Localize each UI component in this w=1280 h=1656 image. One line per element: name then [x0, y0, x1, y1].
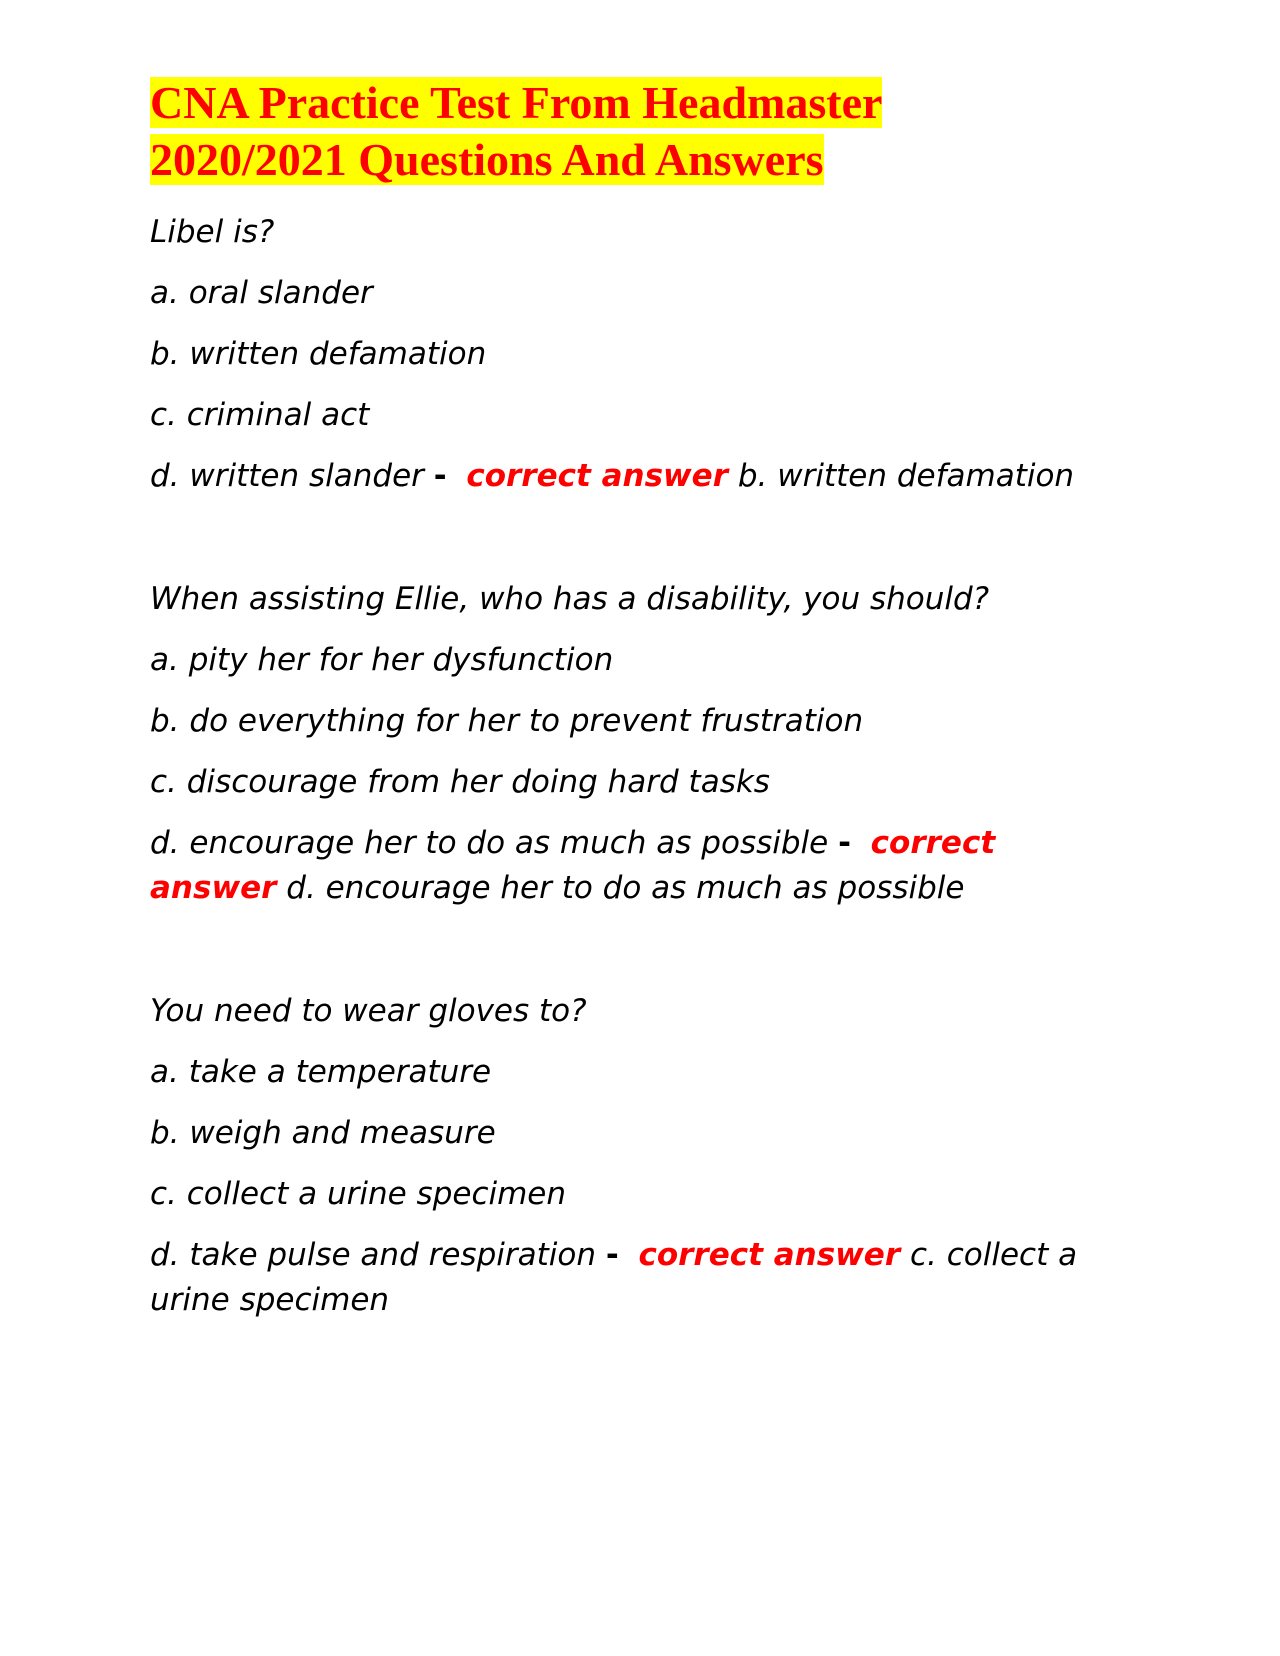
option-d-with-answer — [150, 821, 1130, 911]
option-c: c. discourage from her doing hard tasks — [150, 764, 770, 800]
correct-answer-label: correct answer — [150, 825, 996, 906]
question-block — [150, 210, 1130, 499]
question-text: You need to wear gloves to? — [150, 993, 587, 1029]
question-text: When assisting Ellie, who has a disability, you should? — [150, 581, 990, 617]
answer-text: c. collect a urine specimen — [150, 1237, 1078, 1318]
answer-separator: - — [433, 458, 447, 494]
answer-separator: - — [838, 825, 851, 861]
option-a: a. oral slander — [150, 275, 373, 311]
document-title — [150, 74, 1130, 188]
question-block — [150, 989, 1130, 1323]
option-b: b. written defamation — [150, 336, 487, 372]
option-b: b. do everything for her to prevent frustration — [150, 703, 864, 739]
question-spacer — [150, 927, 1130, 989]
correct-answer-label: correct answer — [638, 1237, 901, 1273]
document-page — [150, 74, 1130, 1339]
correct-answer-label: correct answer — [466, 458, 728, 494]
option-d-with-answer — [150, 454, 1130, 499]
option-c: c. collect a urine specimen — [150, 1176, 567, 1212]
option-a: a. take a temperature — [150, 1054, 492, 1090]
option-b: b. weigh and measure — [150, 1115, 496, 1151]
answer-separator: - — [605, 1237, 619, 1273]
option-d-with-answer — [150, 1233, 1130, 1323]
option-a: a. pity her for her dysfunction — [150, 642, 614, 678]
answer-text: d. encourage her to do as much as possible — [286, 870, 965, 906]
title-line-2: 2020/2021 Questions And Answers — [150, 134, 824, 185]
option-c: c. criminal act — [150, 397, 370, 433]
question-text: Libel is? — [150, 214, 275, 250]
option-d: d. take pulse and respiration — [150, 1237, 596, 1273]
question-block — [150, 577, 1130, 911]
question-spacer — [150, 515, 1130, 577]
question-list — [150, 210, 1130, 1323]
option-d: d. written slander — [150, 458, 424, 494]
title-line-1: CNA Practice Test From Headmaster — [150, 77, 883, 128]
option-d: d. encourage her to do as much as possible — [150, 825, 829, 861]
answer-text: b. written defamation — [737, 458, 1075, 494]
